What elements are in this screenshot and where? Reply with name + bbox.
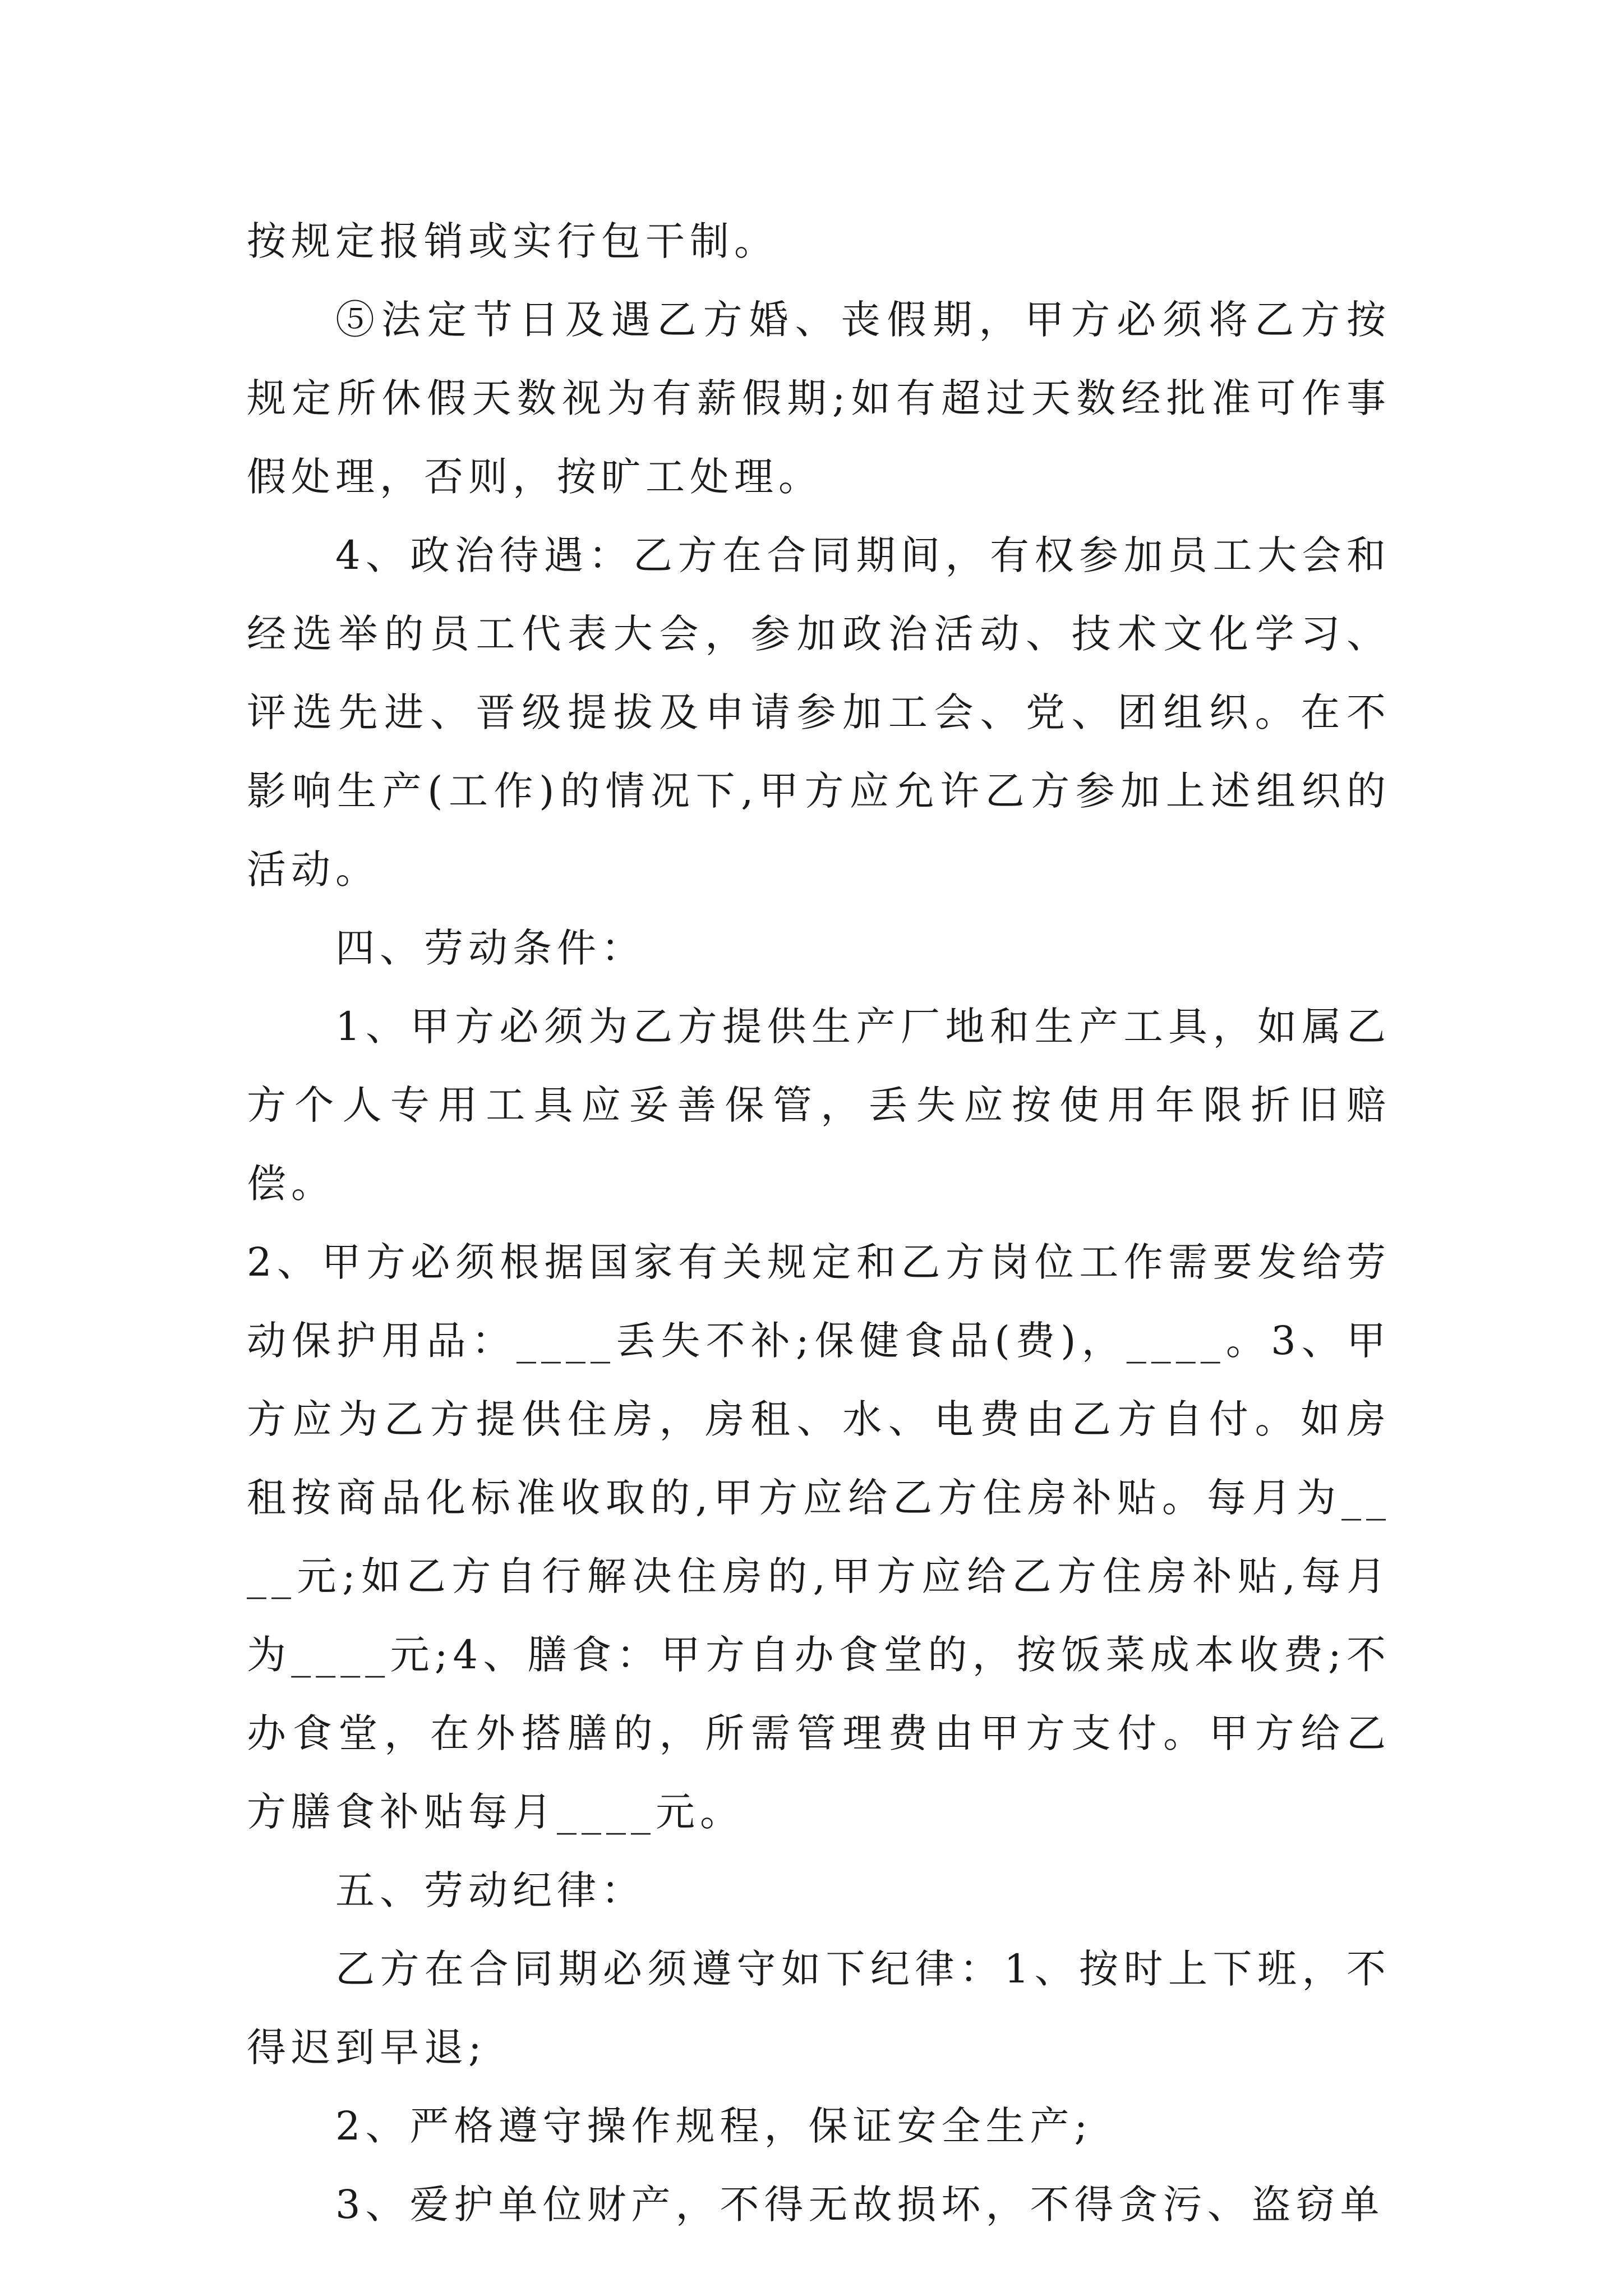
paragraph-safety: 2、严格遵守操作规程，保证安全生产; [335, 2103, 1093, 2149]
document-page [247, 202, 1391, 2244]
paragraph-discipline-intro: 乙方在合同期必须遵守如下纪律：1、按时上下班，不得迟到早退; [247, 1946, 1391, 2070]
paragraph-protection-housing-meals: 2、甲方必须根据国家有关规定和乙方岗位工作需要发给劳动保护用品：____丢失不补;保健食品(费)，____。3、甲方应为乙方提供住房，房租、水、电费由乙方自付。如房租按商品化标准收取的,甲方应给乙方住房补贴。每月为____元;如乙方自行解决住房的,甲方应给乙方住房补贴,每月为____元;4、膳食：甲方自办食堂的，按饭菜成本收费;不办食堂，在外搭膳的，所需管理费由甲方支付。甲方给乙方膳食补贴每月____元。 [247, 1239, 1391, 1835]
paragraph-property: 3、爱护单位财产，不得无故损坏，不得贪污、盗窃单 [335, 2182, 1385, 2228]
paragraph-tools: 1、甲方必须为乙方提供生产厂地和生产工具，如属乙方个人专用工具应妥善保管，丢失应按使用年限折旧赔偿。 [247, 1004, 1391, 1207]
paragraph-holidays: ⑤法定节日及遇乙方婚、丧假期，甲方必须将乙方按规定所休假天数视为有薪假期;如有超过天数经批准可作事假处理，否则，按旷工处理。 [247, 297, 1391, 500]
paragraph-reimbursement: 按规定报销或实行包干制。 [247, 218, 778, 264]
heading-labor-discipline: 五、劳动纪律： [335, 1867, 645, 1913]
heading-labor-conditions: 四、劳动条件： [335, 925, 645, 971]
paragraph-political-treatment: 4、政治待遇：乙方在合同期间，有权参加员工大会和经选举的员工代表大会，参加政治活动、技术文化学习、评选先进、晋级提拔及申请参加工会、党、团组织。在不影响生产(工作)的情况下,甲方应允许乙方参加上述组织的活动。 [247, 532, 1391, 892]
